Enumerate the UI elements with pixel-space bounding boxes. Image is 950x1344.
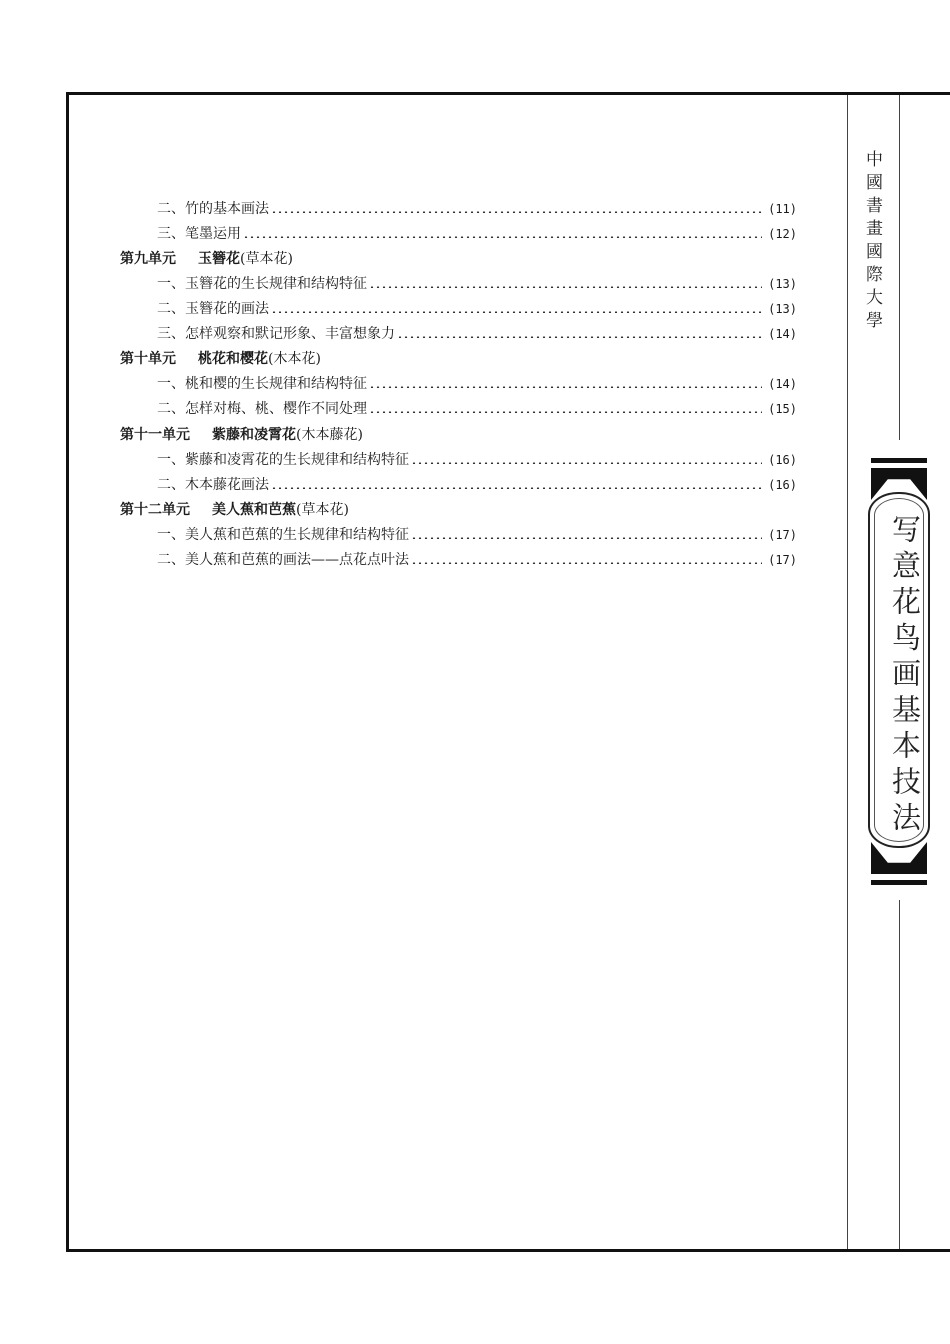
toc-entry-label: 二、美人蕉和芭蕉的画法——点花点叶法 bbox=[157, 552, 409, 568]
toc-entry-page: (17) bbox=[768, 553, 797, 567]
toc-entry-page: (14) bbox=[768, 327, 797, 341]
toc-entry bbox=[157, 298, 797, 320]
toc-entry-label: 一、紫藤和凌霄花的生长规律和结构特征 bbox=[157, 452, 409, 468]
toc-entry-page: (16) bbox=[768, 478, 797, 492]
toc-entry-page: (13) bbox=[768, 277, 797, 291]
unit-title: 玉簪花 bbox=[198, 251, 240, 267]
dot-leader bbox=[411, 562, 762, 564]
unit-subtitle: (木本藤花) bbox=[296, 427, 363, 443]
unit-number: 第十单元 bbox=[120, 351, 176, 367]
toc-entry-label: 二、玉簪花的画法 bbox=[157, 301, 269, 317]
toc-entry-label: 一、美人蕉和芭蕉的生长规律和结构特征 bbox=[157, 527, 409, 543]
unit-number: 第九单元 bbox=[120, 251, 176, 267]
toc-unit-heading bbox=[120, 348, 321, 370]
dot-leader bbox=[411, 462, 762, 464]
toc-unit-heading bbox=[120, 499, 349, 521]
toc-entry bbox=[157, 323, 797, 345]
toc-entry bbox=[157, 223, 797, 245]
dot-leader bbox=[271, 211, 762, 213]
plaque-bottom-bar bbox=[871, 880, 927, 885]
toc-entry-label: 三、笔墨运用 bbox=[157, 226, 241, 242]
plaque-top-bar bbox=[871, 458, 927, 463]
unit-title: 紫藤和凌霄花 bbox=[212, 427, 296, 443]
toc-entry-label: 一、玉簪花的生长规律和结构特征 bbox=[157, 276, 367, 292]
dot-leader bbox=[369, 286, 762, 288]
toc-entry bbox=[157, 549, 797, 571]
toc-entry bbox=[157, 398, 797, 420]
toc-entry bbox=[157, 449, 797, 471]
unit-subtitle: (木本花) bbox=[268, 351, 321, 367]
toc-entry-label: 二、竹的基本画法 bbox=[157, 201, 269, 217]
unit-number: 第十一单元 bbox=[120, 427, 190, 443]
unit-title: 美人蕉和芭蕉 bbox=[212, 502, 296, 518]
series-title: 中國書畫國際大學 bbox=[862, 150, 882, 334]
toc-entry-label: 三、怎样观察和默记形象、丰富想象力 bbox=[157, 326, 395, 342]
toc-unit-heading bbox=[120, 424, 363, 446]
dot-leader bbox=[397, 336, 762, 338]
toc-unit-heading bbox=[120, 248, 293, 270]
toc-entry bbox=[157, 373, 797, 395]
dot-leader bbox=[369, 386, 762, 388]
toc-entry-page: (16) bbox=[768, 453, 797, 467]
toc-entry-page: (11) bbox=[768, 202, 797, 216]
toc-entry-page: (12) bbox=[768, 227, 797, 241]
unit-number: 第十二单元 bbox=[120, 502, 190, 518]
sidebar-rule-left bbox=[847, 95, 848, 1249]
unit-subtitle: (草本花) bbox=[296, 502, 349, 518]
toc-entry-page: (14) bbox=[768, 377, 797, 391]
toc-entry-label: 二、怎样对梅、桃、樱作不同处理 bbox=[157, 401, 367, 417]
book-title: 写意花鸟画基本技法 bbox=[888, 514, 922, 838]
toc-entry-page: (15) bbox=[768, 402, 797, 416]
dot-leader bbox=[369, 411, 762, 413]
dot-leader bbox=[243, 236, 762, 238]
toc-entry bbox=[157, 524, 797, 546]
unit-subtitle: (草本花) bbox=[240, 251, 293, 267]
toc-entry-page: (17) bbox=[768, 528, 797, 542]
toc-entry bbox=[157, 474, 797, 496]
dot-leader bbox=[411, 537, 762, 539]
unit-title: 桃花和樱花 bbox=[198, 351, 268, 367]
toc-entry-label: 二、木本藤花画法 bbox=[157, 477, 269, 493]
toc-entry bbox=[157, 198, 797, 220]
toc-entry-label: 一、桃和樱的生长规律和结构特征 bbox=[157, 376, 367, 392]
toc-entry-page: (13) bbox=[768, 302, 797, 316]
dot-leader bbox=[271, 311, 762, 313]
toc-entry bbox=[157, 273, 797, 295]
dot-leader bbox=[271, 487, 762, 489]
